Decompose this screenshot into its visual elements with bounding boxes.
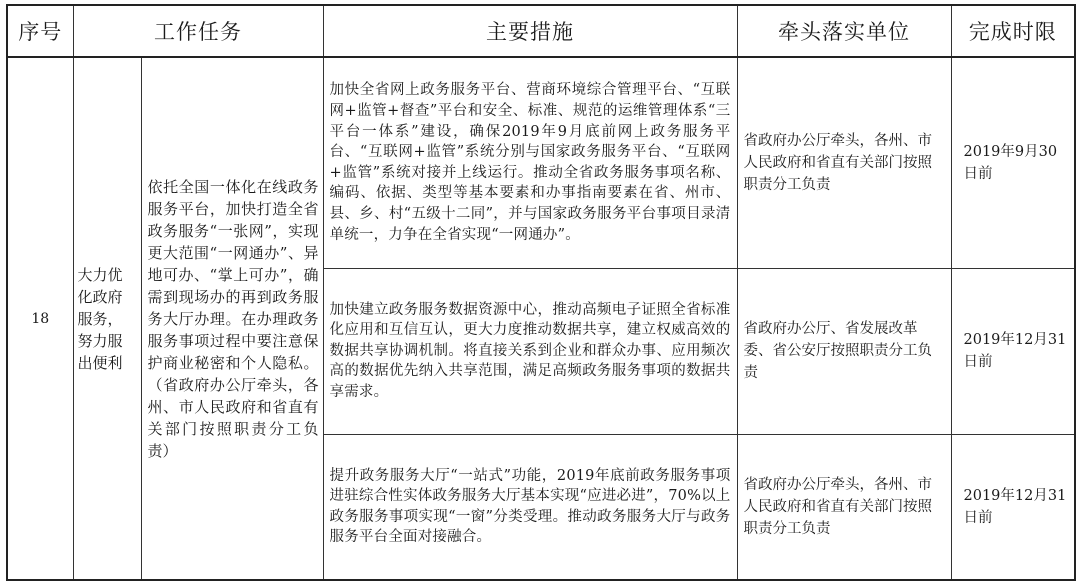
row-seq: 18 (7, 57, 73, 580)
header-deadline: 完成时限 (951, 5, 1075, 57)
header-task: 工作任务 (73, 5, 323, 57)
task-name: 大力优化政府服务，努力服出便利 (73, 57, 141, 580)
lead-unit-text: 省政府办公厅牵头，各州、市人民政府和省直有关部门按照职责分工负责 (737, 434, 951, 580)
deadline-text: 2019年9月30日前 (951, 57, 1075, 268)
measure-text: 提升政务服务大厅“一站式”功能，2019年底前政务服务事项进驻综合性实体政务服务大厅基本实现“应进必进”，70%以上政务服务事项实现“一窗”分类受理。推动政务服务大厅与政务服务平台全面对接融合。 (323, 434, 737, 580)
measure-text: 加快建立政务服务数据资源中心，推动高频电子证照全省标准化应用和互信互认，更大力度推动数据共享，建立权威高效的数据共享协调机制。将直接关系到企业和群众办事、应用频次高的数据优先纳入共享范围，满足高频政务服务事项的数据共享需求。 (323, 268, 737, 434)
table-header-row (7, 5, 1075, 57)
lead-unit-text: 省政府办公厅、省发展改革委、省公安厅按照职责分工负责 (737, 268, 951, 434)
lead-unit-text: 省政府办公厅牵头，各州、市人民政府和省直有关部门按照职责分工负责 (737, 57, 951, 268)
header-seq: 序号 (7, 5, 73, 57)
deadline-text: 2019年12月31日前 (951, 434, 1075, 580)
header-lead-unit: 牵头落实单位 (737, 5, 951, 57)
task-description: 依托全国一体化在线政务服务平台，加快打造全省政务服务“一张网”，实现更大范围“一网通办”、异地可办、“掌上可办”，确需到现场办的再到政务服务大厅办理。在办理政务服务事项过程中要注意保护商业秘密和个人隐私。（省政府办公厅牵头，各州、市人民政府和省直有关部门按照职责分工负责） (141, 57, 323, 580)
task-table (6, 4, 1076, 581)
header-measures: 主要措施 (323, 5, 737, 57)
measure-text: 加快全省网上政务服务平台、营商环境综合管理平台、“互联网+监管+督查”平台和安全、标准、规范的运维管理体系“三平台一体系”建设，确保2019年9月底前网上政务服务平台、“互联网+监管”系统分别与国家政务服务平台、“互联网+监管”系统对接并上线运行。推动全省政务服务事项名称、编码、依据、类型等基本要素和办事指南要素在省、州市、县、乡、村“五级十二同”，并与国家政务服务平台事项目录清单统一，力争在全省实现“一网通办”。 (323, 57, 737, 268)
table-row (7, 57, 1075, 268)
deadline-text: 2019年12月31日前 (951, 268, 1075, 434)
